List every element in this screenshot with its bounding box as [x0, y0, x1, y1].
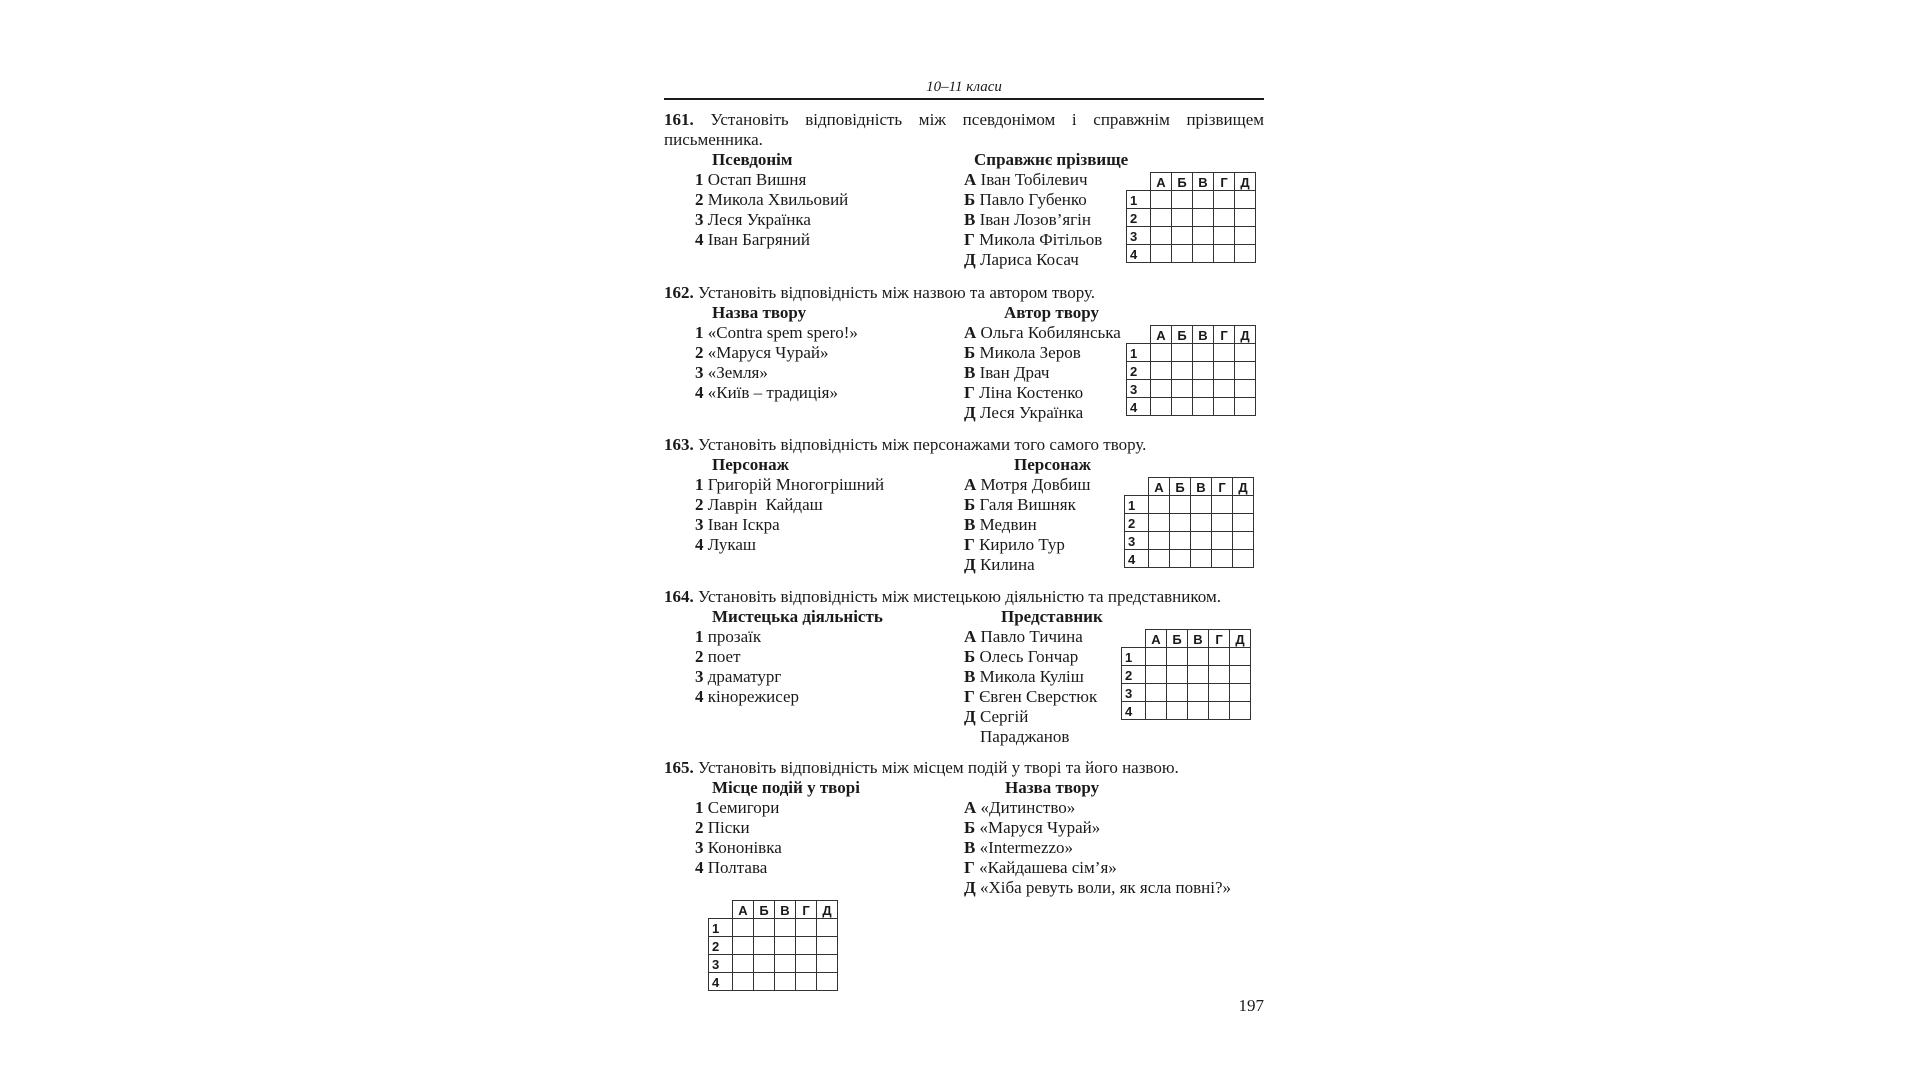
list-item: В Медвин — [964, 515, 1037, 534]
grid-col-label: Б — [1170, 478, 1191, 496]
list-item: Б Галя Вишняк — [964, 495, 1076, 514]
list-item: 1 Григорій Многогрішний — [695, 475, 885, 494]
answer-cell[interactable] — [1214, 191, 1235, 209]
right-list — [964, 798, 1231, 898]
grid-col-label: Г — [1212, 478, 1233, 496]
answer-cell[interactable] — [1170, 532, 1191, 550]
answer-grid — [1126, 172, 1256, 263]
question — [664, 283, 1264, 303]
answer-cell[interactable] — [1235, 245, 1256, 263]
list-item: Г «Кайдашева сім’я» — [964, 858, 1117, 877]
answer-cell[interactable] — [1193, 344, 1214, 362]
grid-row-label: 3 — [1127, 380, 1151, 398]
answer-cell[interactable] — [1172, 398, 1193, 416]
grid-row-label: 4 — [1127, 245, 1151, 263]
answer-cell[interactable] — [1193, 362, 1214, 380]
right-column-header: Справжнє прізвище — [974, 150, 1129, 169]
grid-col-label: А — [1151, 173, 1172, 191]
right-column-header: Представник — [1001, 607, 1103, 626]
list-item: 2 поет — [695, 647, 741, 666]
answer-cell[interactable] — [1151, 344, 1172, 362]
answer-cell[interactable] — [1188, 684, 1209, 702]
answer-cell[interactable] — [1149, 496, 1170, 514]
list-item: А «Дитинство» — [964, 798, 1076, 817]
list-item: 1 «Contra spem spero!» — [695, 323, 858, 342]
list-item: Г Кирило Тур — [964, 535, 1065, 554]
left-list — [695, 323, 858, 403]
left-column-header: Місце подій у творі — [712, 778, 860, 797]
answer-cell[interactable] — [1188, 702, 1209, 720]
question-text: Установіть відповідність між персонажами того самого твору. — [698, 435, 1147, 454]
answer-cell[interactable] — [1209, 684, 1230, 702]
answer-cell[interactable] — [1191, 550, 1212, 568]
answer-cell[interactable] — [1172, 245, 1193, 263]
grid-col-label: А — [1149, 478, 1170, 496]
list-item: 1 Семигори — [695, 798, 780, 817]
answer-grid — [708, 900, 838, 991]
answer-cell[interactable] — [1233, 514, 1254, 532]
answer-cell[interactable] — [1146, 666, 1167, 684]
grid-row-label: 2 — [709, 937, 733, 955]
grid-col-label: А — [1146, 630, 1167, 648]
list-item: Б «Маруся Чурай» — [964, 818, 1101, 837]
question-number: 162. — [664, 283, 694, 302]
answer-cell[interactable] — [1214, 398, 1235, 416]
question — [664, 758, 1264, 778]
grid-row-label: 1 — [1127, 191, 1151, 209]
answer-cell[interactable] — [1235, 191, 1256, 209]
answer-cell[interactable] — [1167, 684, 1188, 702]
list-item: А Іван Тобілевич — [964, 170, 1088, 189]
list-item: 4 Іван Багряний — [695, 230, 810, 249]
answer-cell[interactable] — [1233, 532, 1254, 550]
grid-col-label: Д — [1230, 630, 1251, 648]
answer-cell[interactable] — [1151, 209, 1172, 227]
right-column-header: Назва твору — [1005, 778, 1100, 797]
grid-row-label: 3 — [1125, 532, 1149, 550]
right-list — [964, 170, 1102, 270]
answer-cell[interactable] — [1212, 550, 1233, 568]
answer-cell[interactable] — [817, 973, 838, 991]
left-column-header: Псевдонім — [712, 150, 793, 169]
grid-row-label: 3 — [1127, 227, 1151, 245]
answer-cell[interactable] — [1149, 532, 1170, 550]
grid-col-label: Б — [754, 901, 775, 919]
answer-cell[interactable] — [1151, 398, 1172, 416]
list-item: Г Ліна Костенко — [964, 383, 1084, 402]
grid-col-label: Д — [1233, 478, 1254, 496]
grid-row-label: 4 — [1122, 702, 1146, 720]
answer-cell[interactable] — [775, 955, 796, 973]
left-list — [695, 475, 884, 555]
grid-col-label: Д — [817, 901, 838, 919]
list-item-continuation: Параджанов — [980, 727, 1070, 746]
grid-col-label: Б — [1172, 326, 1193, 344]
answer-cell[interactable] — [775, 919, 796, 937]
answer-cell[interactable] — [1235, 344, 1256, 362]
answer-cell[interactable] — [1146, 684, 1167, 702]
list-item: Г Євген Сверстюк — [964, 687, 1098, 706]
answer-cell[interactable] — [1167, 666, 1188, 684]
list-item: 2 Піски — [695, 818, 750, 837]
list-item: Б Олесь Гончар — [964, 647, 1079, 666]
grid-col-label: А — [1151, 326, 1172, 344]
list-item: А Ольга Кобилянська — [964, 323, 1121, 342]
answer-cell[interactable] — [1172, 362, 1193, 380]
answer-cell[interactable] — [754, 973, 775, 991]
task-163 — [664, 435, 1264, 574]
list-item: 3 Іван Іскра — [695, 515, 780, 534]
answer-cell[interactable] — [1167, 648, 1188, 666]
question-number: 161. — [664, 110, 694, 129]
answer-cell[interactable] — [1170, 550, 1191, 568]
list-item: А Павло Тичина — [964, 627, 1083, 646]
answer-cell[interactable] — [1193, 209, 1214, 227]
header-rule — [664, 98, 1264, 100]
grid-col-label: В — [1191, 478, 1212, 496]
answer-cell[interactable] — [1230, 648, 1251, 666]
question-text: Установіть відповідність між назвою та автором твору. — [698, 283, 1096, 302]
grid-col-label: Г — [1214, 326, 1235, 344]
task-162 — [664, 283, 1264, 422]
answer-cell[interactable] — [817, 955, 838, 973]
grid-col-label: Б — [1172, 173, 1193, 191]
answer-cell[interactable] — [733, 955, 754, 973]
list-item: Б Микола Зеров — [964, 343, 1081, 362]
right-column-header: Автор твору — [1004, 303, 1100, 322]
answer-cell[interactable] — [1193, 398, 1214, 416]
list-item: 3 Кононівка — [695, 838, 782, 857]
page-number: 197 — [1238, 996, 1264, 1015]
answer-cell[interactable] — [1151, 362, 1172, 380]
task-164 — [664, 587, 1264, 746]
answer-cell[interactable] — [1191, 514, 1212, 532]
grid-row-label: 1 — [1125, 496, 1149, 514]
grid-col-label: Г — [1209, 630, 1230, 648]
list-item: 2 «Маруся Чурай» — [695, 343, 829, 362]
answer-cell[interactable] — [1172, 344, 1193, 362]
answer-cell[interactable] — [1235, 362, 1256, 380]
grid-col-label: В — [1193, 173, 1214, 191]
list-item: Б Павло Губенко — [964, 190, 1087, 209]
question-text: Установіть відповідність між мистецькою діяльністю та представником. — [698, 587, 1221, 606]
grid-row-label: 2 — [1122, 666, 1146, 684]
question — [664, 587, 1264, 607]
textbook-page — [664, 78, 1264, 1028]
answer-cell[interactable] — [1230, 684, 1251, 702]
answer-cell[interactable] — [754, 919, 775, 937]
answer-cell[interactable] — [1214, 344, 1235, 362]
answer-grid — [1121, 629, 1251, 720]
left-list — [695, 170, 848, 250]
answer-cell[interactable] — [1235, 227, 1256, 245]
answer-cell[interactable] — [1191, 532, 1212, 550]
list-item: Д Килина — [964, 555, 1035, 574]
list-item: 3 «Земля» — [695, 363, 768, 382]
grid-col-label: Г — [1214, 173, 1235, 191]
answer-cell[interactable] — [1230, 702, 1251, 720]
grid-row-label: 2 — [1127, 362, 1151, 380]
answer-cell[interactable] — [733, 937, 754, 955]
list-item: 3 драматург — [695, 667, 782, 686]
left-list — [695, 627, 799, 707]
answer-cell[interactable] — [1151, 380, 1172, 398]
answer-cell[interactable] — [817, 937, 838, 955]
answer-cell[interactable] — [1235, 380, 1256, 398]
answer-cell[interactable] — [1151, 191, 1172, 209]
left-column-header: Назва твору — [712, 303, 807, 322]
answer-cell[interactable] — [1172, 227, 1193, 245]
right-column-header: Персонаж — [1014, 455, 1091, 474]
answer-cell[interactable] — [1235, 398, 1256, 416]
answer-cell[interactable] — [796, 937, 817, 955]
grid-row-label: 1 — [1122, 648, 1146, 666]
left-column-header: Мистецька діяльність — [712, 607, 883, 626]
answer-grid — [1126, 325, 1256, 416]
answer-cell[interactable] — [796, 973, 817, 991]
answer-grid — [1124, 477, 1254, 568]
question — [664, 110, 1264, 150]
grid-row-label: 4 — [709, 973, 733, 991]
task-161 — [664, 110, 1264, 269]
answer-cell[interactable] — [1191, 496, 1212, 514]
answer-cell[interactable] — [1193, 380, 1214, 398]
list-item: 2 Микола Хвильовий — [695, 190, 849, 209]
answer-cell[interactable] — [1214, 245, 1235, 263]
answer-cell[interactable] — [1235, 209, 1256, 227]
answer-cell[interactable] — [775, 973, 796, 991]
list-item: А Мотря Довбиш — [964, 475, 1091, 494]
list-item: 4 Полтава — [695, 858, 768, 877]
task-165 — [664, 758, 1264, 990]
answer-cell[interactable] — [796, 919, 817, 937]
grid-row-label: 3 — [1122, 684, 1146, 702]
answer-cell[interactable] — [1214, 380, 1235, 398]
left-column-header: Персонаж — [712, 455, 789, 474]
answer-cell[interactable] — [1233, 496, 1254, 514]
list-item: Д Лариса Косач — [964, 250, 1079, 269]
grid-row-label: 2 — [1125, 514, 1149, 532]
answer-cell[interactable] — [733, 919, 754, 937]
list-item: 3 Леся Українка — [695, 210, 811, 229]
answer-cell[interactable] — [1172, 191, 1193, 209]
answer-cell[interactable] — [1188, 648, 1209, 666]
grid-col-label: Г — [796, 901, 817, 919]
list-item: В Микола Куліш — [964, 667, 1084, 686]
answer-cell[interactable] — [1209, 648, 1230, 666]
question-number: 165. — [664, 758, 694, 777]
list-item: 4 «Київ – традиція» — [695, 383, 839, 402]
grid-col-label: Б — [1167, 630, 1188, 648]
list-item: В «Intermezzo» — [964, 838, 1074, 857]
list-item: 4 Лукаш — [695, 535, 756, 554]
right-list — [964, 323, 1121, 423]
grid-col-label: Д — [1235, 326, 1256, 344]
left-list — [695, 798, 782, 878]
answer-cell[interactable] — [775, 937, 796, 955]
question-text: Установіть відповідність між псевдонімом і справжнім прізвищем письменника. — [664, 110, 1264, 149]
grid-row-label: 3 — [709, 955, 733, 973]
grid-col-label: А — [733, 901, 754, 919]
answer-cell[interactable] — [1233, 550, 1254, 568]
answer-cell[interactable] — [1172, 209, 1193, 227]
answer-cell[interactable] — [754, 955, 775, 973]
answer-cell[interactable] — [1172, 380, 1193, 398]
answer-cell[interactable] — [1209, 702, 1230, 720]
answer-cell[interactable] — [1146, 702, 1167, 720]
answer-cell[interactable] — [1151, 245, 1172, 263]
grid-col-label: В — [775, 901, 796, 919]
grid-row-label: 4 — [1125, 550, 1149, 568]
answer-cell[interactable] — [1209, 666, 1230, 684]
grid-col-label: В — [1188, 630, 1209, 648]
answer-cell[interactable] — [1212, 514, 1233, 532]
question — [664, 435, 1264, 455]
list-item: В Іван Драч — [964, 363, 1050, 382]
answer-cell[interactable] — [1149, 550, 1170, 568]
answer-cell[interactable] — [754, 937, 775, 955]
answer-cell[interactable] — [1146, 648, 1167, 666]
answer-cell[interactable] — [796, 955, 817, 973]
grid-row-label: 2 — [1127, 209, 1151, 227]
answer-cell[interactable] — [1151, 227, 1172, 245]
answer-cell[interactable] — [1170, 514, 1191, 532]
answer-cell[interactable] — [1149, 514, 1170, 532]
grid-col-label: Д — [1235, 173, 1256, 191]
question-number: 164. — [664, 587, 694, 606]
grid-row-label: 1 — [1127, 344, 1151, 362]
answer-cell[interactable] — [1212, 532, 1233, 550]
list-item: Д «Хіба ревуть воли, як ясла повні?» — [964, 878, 1232, 897]
answer-cell[interactable] — [1214, 209, 1235, 227]
answer-cell[interactable] — [1170, 496, 1191, 514]
list-item: Г Микола Фітільов — [964, 230, 1103, 249]
list-item: 1 прозаїк — [695, 627, 762, 646]
list-item: Д Сергій — [964, 707, 1029, 726]
right-list — [964, 475, 1090, 575]
answer-cell[interactable] — [1193, 227, 1214, 245]
answer-cell[interactable] — [1230, 666, 1251, 684]
list-item: Д Леся Українка — [964, 403, 1084, 422]
question-text: Установіть відповідність між місцем подій у творі та його назвою. — [698, 758, 1179, 777]
list-item: 2 Лаврін Кайдаш — [695, 495, 823, 514]
answer-cell[interactable] — [1212, 496, 1233, 514]
list-item: В Іван Лозов’ягін — [964, 210, 1091, 229]
answer-cell[interactable] — [1214, 227, 1235, 245]
answer-cell[interactable] — [1193, 245, 1214, 263]
answer-cell[interactable] — [1167, 702, 1188, 720]
right-list — [964, 627, 1097, 747]
grid-col-label: В — [1193, 326, 1214, 344]
grid-row-label: 1 — [709, 919, 733, 937]
answer-cell[interactable] — [733, 973, 754, 991]
answer-cell[interactable] — [1193, 191, 1214, 209]
list-item: 4 кінорежисер — [695, 687, 800, 706]
answer-cell[interactable] — [817, 919, 838, 937]
answer-cell[interactable] — [1188, 666, 1209, 684]
list-item: 1 Остап Вишня — [695, 170, 807, 189]
question-number: 163. — [664, 435, 694, 454]
answer-cell[interactable] — [1214, 362, 1235, 380]
running-head: 10–11 класи — [926, 79, 1002, 95]
grid-row-label: 4 — [1127, 398, 1151, 416]
